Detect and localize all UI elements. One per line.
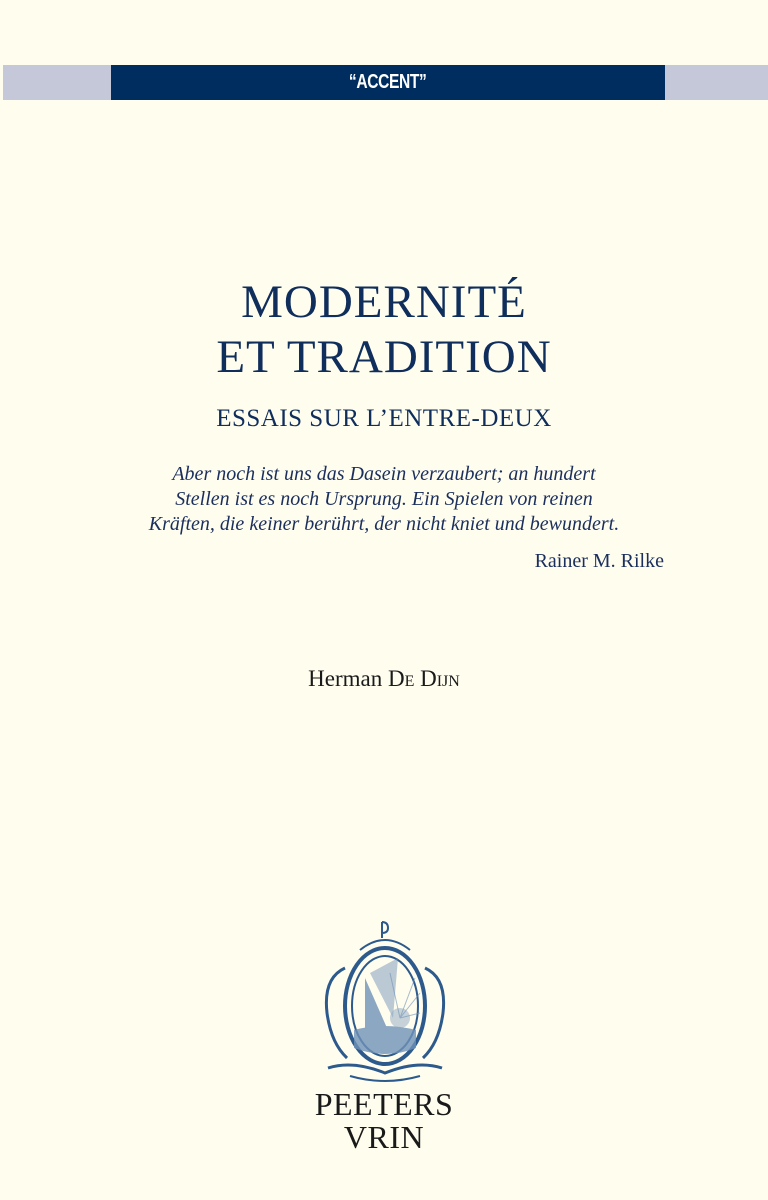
publisher-seal-icon xyxy=(320,918,450,1086)
epigraph-line: Aber noch ist uns das Dasein verzaubert; an hundert xyxy=(172,463,596,485)
publisher-name: PEETERS xyxy=(314,1086,454,1122)
series-banner xyxy=(111,65,665,100)
series-banner-left-strip xyxy=(3,65,111,100)
series-label: “ACCENT” xyxy=(349,71,427,93)
author-last-name: De Dijn xyxy=(387,666,460,691)
epigraph-line: Kräften, die keiner berührt, der nicht kniet und bewundert. xyxy=(148,513,620,535)
book-title-line-1: MODERNITÉ xyxy=(241,276,527,328)
epigraph-line: Stellen ist es noch Ursprung. Ein Spielen von reinen xyxy=(175,488,593,510)
epigraph-attribution: Rainer M. Rilke xyxy=(534,550,664,572)
book-title-line-2: ET TRADITION xyxy=(216,331,552,383)
series-banner-right-strip xyxy=(665,65,768,100)
book-subtitle: ESSAIS SUR L’ENTRE-DEUX xyxy=(216,405,552,432)
author-name xyxy=(0,666,768,692)
publisher-name: VRIN xyxy=(343,1119,425,1155)
epigraph xyxy=(0,462,768,537)
author-first-name: Herman xyxy=(308,666,383,691)
